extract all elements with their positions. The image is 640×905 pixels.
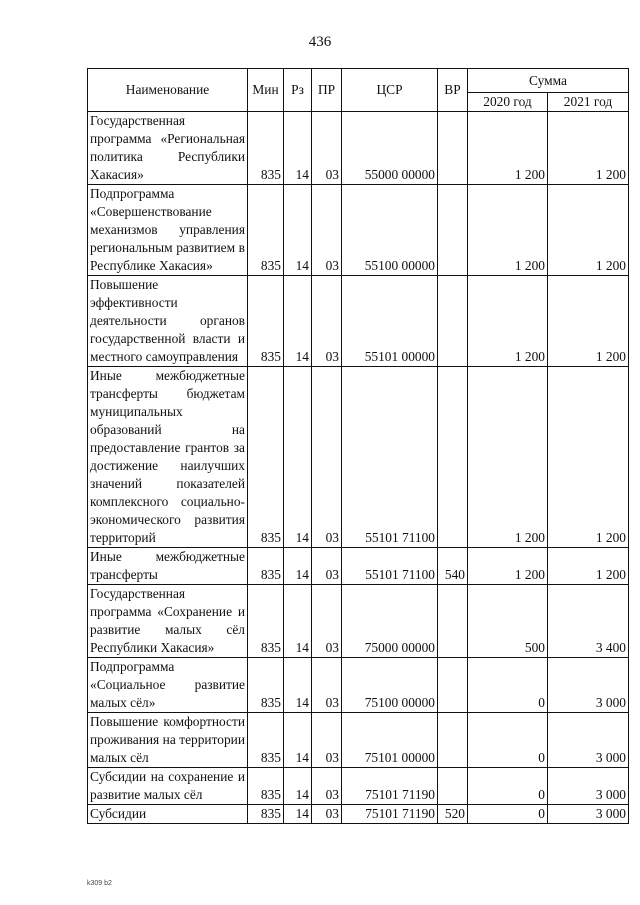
cell-csr: 55000 00000 [342, 112, 438, 185]
cell-min: 835 [248, 768, 284, 805]
cell-2021: 3 000 [548, 768, 629, 805]
footer-code: k309 b2 [87, 880, 112, 887]
cell-2020: 1 200 [468, 548, 548, 585]
cell-2021: 3 000 [548, 805, 629, 824]
cell-csr: 55101 71100 [342, 367, 438, 548]
header-vr: ВР [438, 69, 468, 112]
cell-min: 835 [248, 713, 284, 768]
cell-pr: 03 [312, 713, 342, 768]
cell-vr [438, 768, 468, 805]
cell-vr [438, 185, 468, 276]
table-row [88, 768, 629, 805]
table-row [88, 548, 629, 585]
cell-vr [438, 367, 468, 548]
cell-name: Повышение эффективности деятельности органов государственной власти и местного самоуправления [88, 276, 248, 367]
cell-2021: 1 200 [548, 276, 629, 367]
budget-table [87, 68, 629, 824]
table-row [88, 713, 629, 768]
cell-name: Субсидии на сохранение и развитие малых сёл [88, 768, 248, 805]
header-rz: Рз [284, 69, 312, 112]
table-header [88, 69, 629, 112]
cell-csr: 75101 71190 [342, 805, 438, 824]
cell-csr: 55100 00000 [342, 185, 438, 276]
cell-csr: 75000 00000 [342, 585, 438, 658]
cell-name: Подпрограмма «Социальное развитие малых сёл» [88, 658, 248, 713]
cell-vr [438, 713, 468, 768]
cell-name: Повышение комфортности проживания на территории малых сёл [88, 713, 248, 768]
table-body [88, 112, 629, 824]
cell-csr: 55101 71100 [342, 548, 438, 585]
cell-pr: 03 [312, 185, 342, 276]
cell-name: Иные межбюджетные трансферты бюджетам муниципальных образований на предоставление грантов за достижение наилучших значений показателей комплексного социально-экономического развития территорий [88, 367, 248, 548]
cell-2021: 1 200 [548, 112, 629, 185]
cell-rz: 14 [284, 112, 312, 185]
header-year-2020: 2020 год [468, 93, 548, 112]
cell-2020: 0 [468, 805, 548, 824]
cell-min: 835 [248, 805, 284, 824]
cell-vr [438, 585, 468, 658]
cell-name: Государственная программа «Региональная политика Республики Хакасия» [88, 112, 248, 185]
cell-rz: 14 [284, 713, 312, 768]
cell-min: 835 [248, 367, 284, 548]
cell-2021: 1 200 [548, 367, 629, 548]
cell-rz: 14 [284, 367, 312, 548]
cell-min: 835 [248, 185, 284, 276]
cell-min: 835 [248, 658, 284, 713]
cell-2021: 1 200 [548, 548, 629, 585]
table-row [88, 658, 629, 713]
cell-2020: 1 200 [468, 185, 548, 276]
cell-pr: 03 [312, 585, 342, 658]
cell-name: Подпрограмма «Совершенствование механизмов управления региональным развитием в Республике Хакасия» [88, 185, 248, 276]
cell-min: 835 [248, 112, 284, 185]
cell-2020: 1 200 [468, 367, 548, 548]
header-name: Наименование [88, 69, 248, 112]
cell-rz: 14 [284, 548, 312, 585]
cell-2021: 3 000 [548, 713, 629, 768]
table-row [88, 367, 629, 548]
table-row [88, 112, 629, 185]
cell-vr [438, 658, 468, 713]
cell-pr: 03 [312, 768, 342, 805]
cell-2020: 0 [468, 768, 548, 805]
cell-pr: 03 [312, 367, 342, 548]
cell-min: 835 [248, 276, 284, 367]
cell-2020: 500 [468, 585, 548, 658]
cell-2020: 0 [468, 713, 548, 768]
table-row [88, 185, 629, 276]
page-number: 436 [308, 34, 332, 50]
cell-2021: 3 400 [548, 585, 629, 658]
header-csr: ЦСР [342, 69, 438, 112]
cell-rz: 14 [284, 768, 312, 805]
cell-name: Субсидии [88, 805, 248, 824]
cell-min: 835 [248, 548, 284, 585]
cell-rz: 14 [284, 658, 312, 713]
cell-vr [438, 112, 468, 185]
cell-min: 835 [248, 585, 284, 658]
table-row [88, 585, 629, 658]
cell-rz: 14 [284, 276, 312, 367]
table-row [88, 805, 629, 824]
cell-rz: 14 [284, 185, 312, 276]
cell-2021: 1 200 [548, 185, 629, 276]
cell-2020: 1 200 [468, 112, 548, 185]
cell-pr: 03 [312, 548, 342, 585]
header-sum: Сумма [468, 69, 629, 93]
cell-rz: 14 [284, 805, 312, 824]
cell-name: Государственная программа «Сохранение и развитие малых сёл Республики Хакасия» [88, 585, 248, 658]
cell-csr: 75100 00000 [342, 658, 438, 713]
cell-pr: 03 [312, 276, 342, 367]
cell-csr: 75101 71190 [342, 768, 438, 805]
cell-name: Иные межбюджетные трансферты [88, 548, 248, 585]
cell-2020: 1 200 [468, 276, 548, 367]
cell-2021: 3 000 [548, 658, 629, 713]
header-year-2021: 2021 год [548, 93, 629, 112]
cell-csr: 75101 00000 [342, 713, 438, 768]
cell-2020: 0 [468, 658, 548, 713]
cell-vr: 520 [438, 805, 468, 824]
cell-csr: 55101 00000 [342, 276, 438, 367]
cell-pr: 03 [312, 112, 342, 185]
table-row [88, 276, 629, 367]
cell-vr [438, 276, 468, 367]
cell-pr: 03 [312, 805, 342, 824]
header-min: Мин [248, 69, 284, 112]
cell-pr: 03 [312, 658, 342, 713]
cell-vr: 540 [438, 548, 468, 585]
header-pr: ПР [312, 69, 342, 112]
cell-rz: 14 [284, 585, 312, 658]
